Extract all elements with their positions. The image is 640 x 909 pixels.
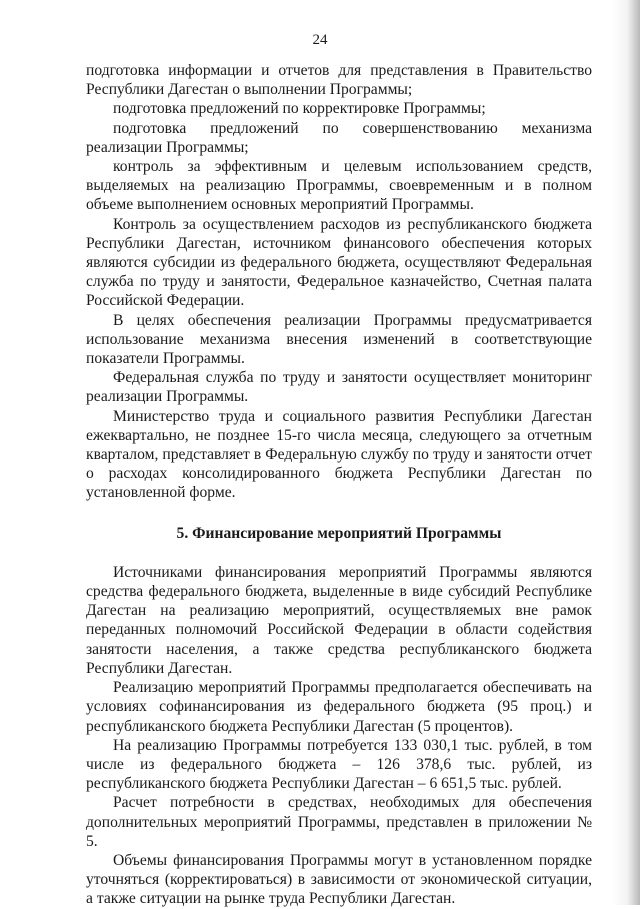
paragraph: Источниками финансирования мероприятий Программы являются средства федерального бюджета, выделенные в виде субсидий Республике Дагестан на реализацию мероприятий, осуществляемых вне рамок переданных полномочий Российской Федерации в области содействия занятости населения, а также средства республиканского бюджета Республики Дагестан. bbox=[86, 563, 592, 677]
paragraph: подготовка предложений по корректировке Программы; bbox=[113, 100, 486, 118]
paragraph: подготовка информации и отчетов для представления в Правительство Республики Дагестан о выполнении Программы; bbox=[86, 62, 592, 99]
paragraph: подготовка предложений по совершенствованию механизма реализации Программы; bbox=[86, 119, 592, 156]
paragraph: Расчет потребности в средствах, необходимых для обеспечения дополнительных мероприятий Программы, представлен в приложении № 5. bbox=[86, 794, 592, 850]
paragraph: Объемы финансирования Программы могут в установленном порядке уточняться (корректироваться) в зависимости от экономической ситуации, а также ситуации на рынке труда Республики Дагестан. bbox=[86, 851, 592, 908]
paragraph: На реализацию Программы потребуется 133 030,1 тыс. рублей, в том числе из федерального бюджета – 126 378,6 тыс. рублей, из республиканского бюджета Республики Дагестан – 6 651,5 тыс. рублей. bbox=[86, 736, 592, 793]
paragraph: Федеральная служба по труду и занятости осуществляет мониторинг реализации Программы. bbox=[86, 369, 592, 406]
document-body bbox=[86, 61, 592, 909]
scan-edge-shadow bbox=[612, 0, 640, 905]
page-number: 24 bbox=[312, 32, 328, 48]
paragraph: Министерство труда и социального развития Республики Дагестан ежеквартально, не позднее 15-го числа месяца, следующего за отчетным кварталом, представляет в Федеральную службу по труду и занятости отчет о расходах консолидированного бюджета Республики Дагестан по установленной форме. bbox=[86, 407, 592, 502]
section-heading: 5. Финансирование мероприятий Программы bbox=[176, 524, 502, 542]
paragraph: В целях обеспечения реализации Программы предусматривается использование механизма внесения изменений в соответствующие показатели Программы. bbox=[86, 311, 592, 368]
paragraph: Контроль за осуществлением расходов из республиканского бюджета Республики Дагестан, источником финансового обеспечения которых являются субсидии из федерального бюджета, осуществляют Федеральная служба по труду и занятости, Федеральное казначейство, Счетная палата Российской Федерации. bbox=[86, 215, 592, 310]
paragraph: Реализацию мероприятий Программы предполагается обеспечивать на условиях софинансирования из федерального бюджета (95 проц.) и республиканского бюджета Республики Дагестан (5 процентов). bbox=[86, 679, 592, 735]
paragraph: контроль за эффективным и целевым использованием средств, выделяемых на реализацию Программы, своевременным и в полном объеме выполнением основных мероприятий Программы. bbox=[86, 158, 592, 214]
